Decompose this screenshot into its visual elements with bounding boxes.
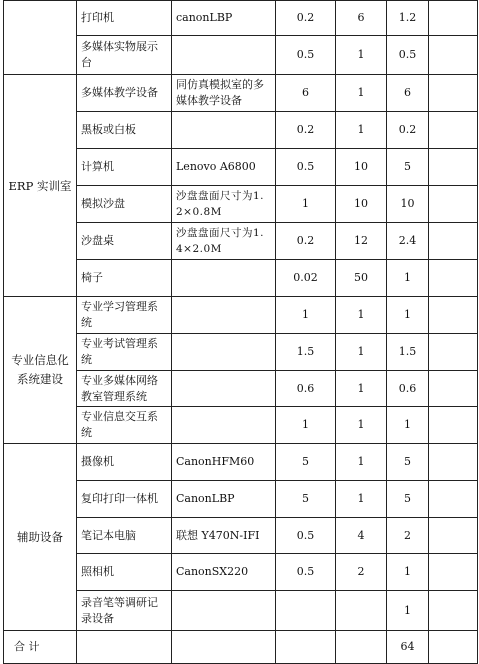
total-cell: 1.5 bbox=[387, 334, 429, 371]
model-cell: 沙盘盘面尺寸为1.4×2.0M bbox=[172, 223, 276, 260]
model-cell bbox=[172, 371, 276, 407]
price-cell: 0.02 bbox=[276, 260, 336, 297]
item-cell: 笔记本电脑 bbox=[77, 518, 172, 554]
total-empty-cell bbox=[77, 631, 172, 664]
total-cell: 5 bbox=[387, 444, 429, 481]
item-cell: 复印打印一体机 bbox=[77, 481, 172, 518]
qty-cell: 1 bbox=[336, 444, 387, 481]
item-cell: 专业多媒体网络教室管理系统 bbox=[77, 371, 172, 407]
note-cell bbox=[429, 371, 478, 407]
total-cell: 1 bbox=[387, 297, 429, 334]
qty-cell: 1 bbox=[336, 75, 387, 112]
model-cell bbox=[172, 334, 276, 371]
item-cell: 专业学习管理系统 bbox=[77, 297, 172, 334]
qty-cell: 10 bbox=[336, 149, 387, 186]
price-cell: 1 bbox=[276, 186, 336, 223]
total-cell: 1 bbox=[387, 260, 429, 297]
grand-total-cell: 64 bbox=[387, 631, 429, 664]
qty-cell: 4 bbox=[336, 518, 387, 554]
note-cell bbox=[429, 75, 478, 112]
total-cell: 1 bbox=[387, 407, 429, 444]
category-cell-continued bbox=[4, 1, 77, 75]
note-cell bbox=[429, 297, 478, 334]
table-row bbox=[4, 1, 478, 36]
price-cell: 0.2 bbox=[276, 223, 336, 260]
note-cell bbox=[429, 186, 478, 223]
item-cell: 黑板或白板 bbox=[77, 112, 172, 149]
item-cell: 椅子 bbox=[77, 260, 172, 297]
price-cell: 0.5 bbox=[276, 36, 336, 75]
total-row bbox=[4, 631, 478, 664]
price-cell: 0.2 bbox=[276, 112, 336, 149]
total-cell: 5 bbox=[387, 149, 429, 186]
category-cell-erp: ERP 实训室 bbox=[4, 75, 77, 297]
model-cell: CanonLBP bbox=[172, 481, 276, 518]
qty-cell: 1 bbox=[336, 481, 387, 518]
qty-cell: 1 bbox=[336, 371, 387, 407]
note-cell bbox=[429, 260, 478, 297]
price-cell: 6 bbox=[276, 75, 336, 112]
qty-cell: 10 bbox=[336, 186, 387, 223]
model-cell bbox=[172, 260, 276, 297]
price-cell: 1.5 bbox=[276, 334, 336, 371]
qty-cell: 12 bbox=[336, 223, 387, 260]
qty-cell: 2 bbox=[336, 554, 387, 591]
total-cell: 5 bbox=[387, 481, 429, 518]
category-cell-info: 专业信息化系统建设 bbox=[4, 297, 77, 444]
model-cell bbox=[172, 36, 276, 75]
item-cell: 摄像机 bbox=[77, 444, 172, 481]
note-cell bbox=[429, 149, 478, 186]
note-cell bbox=[429, 223, 478, 260]
model-cell: Lenovo A6800 bbox=[172, 149, 276, 186]
table-row bbox=[4, 75, 478, 112]
note-cell bbox=[429, 334, 478, 371]
qty-cell: 6 bbox=[336, 1, 387, 36]
qty-cell: 1 bbox=[336, 36, 387, 75]
model-cell bbox=[172, 407, 276, 444]
price-cell: 0.6 bbox=[276, 371, 336, 407]
item-cell: 照相机 bbox=[77, 554, 172, 591]
price-cell: 0.5 bbox=[276, 149, 336, 186]
total-cell: 0.2 bbox=[387, 112, 429, 149]
price-cell: 5 bbox=[276, 444, 336, 481]
total-cell: 1.2 bbox=[387, 1, 429, 36]
total-cell: 1 bbox=[387, 591, 429, 631]
total-label: 合 计 bbox=[4, 631, 77, 664]
model-cell: CanonSX220 bbox=[172, 554, 276, 591]
note-cell bbox=[429, 444, 478, 481]
total-empty-cell bbox=[172, 631, 276, 664]
total-empty-cell bbox=[336, 631, 387, 664]
note-cell bbox=[429, 591, 478, 631]
table-row bbox=[4, 444, 478, 481]
item-cell: 专业信息交互系统 bbox=[77, 407, 172, 444]
equipment-table bbox=[3, 0, 478, 664]
item-cell: 打印机 bbox=[77, 1, 172, 36]
qty-cell: 50 bbox=[336, 260, 387, 297]
price-cell: 1 bbox=[276, 297, 336, 334]
item-cell: 沙盘桌 bbox=[77, 223, 172, 260]
item-cell: 多媒体教学设备 bbox=[77, 75, 172, 112]
price-cell: 1 bbox=[276, 407, 336, 444]
model-cell: CanonHFM60 bbox=[172, 444, 276, 481]
price-cell: 0.2 bbox=[276, 1, 336, 36]
model-cell: 沙盘盘面尺寸为1.2×0.8M bbox=[172, 186, 276, 223]
item-cell: 计算机 bbox=[77, 149, 172, 186]
model-cell bbox=[172, 112, 276, 149]
price-cell bbox=[276, 591, 336, 631]
note-cell bbox=[429, 481, 478, 518]
model-cell bbox=[172, 297, 276, 334]
note-cell bbox=[429, 407, 478, 444]
total-cell: 0.5 bbox=[387, 36, 429, 75]
item-cell: 录音笔等调研记录设备 bbox=[77, 591, 172, 631]
qty-cell bbox=[336, 591, 387, 631]
total-cell: 2.4 bbox=[387, 223, 429, 260]
price-cell: 0.5 bbox=[276, 518, 336, 554]
note-cell bbox=[429, 1, 478, 36]
total-cell: 1 bbox=[387, 554, 429, 591]
price-cell: 5 bbox=[276, 481, 336, 518]
total-cell: 10 bbox=[387, 186, 429, 223]
item-cell: 多媒体实物展示台 bbox=[77, 36, 172, 75]
item-cell: 专业考试管理系统 bbox=[77, 334, 172, 371]
category-cell-aux: 辅助设备 bbox=[4, 444, 77, 631]
qty-cell: 1 bbox=[336, 334, 387, 371]
model-cell: canonLBP bbox=[172, 1, 276, 36]
qty-cell: 1 bbox=[336, 407, 387, 444]
model-cell bbox=[172, 591, 276, 631]
item-cell: 模拟沙盘 bbox=[77, 186, 172, 223]
model-cell: 联想 Y470N-IFI bbox=[172, 518, 276, 554]
total-empty-cell bbox=[429, 631, 478, 664]
note-cell bbox=[429, 36, 478, 75]
table-row bbox=[4, 297, 478, 334]
qty-cell: 1 bbox=[336, 297, 387, 334]
price-cell: 0.5 bbox=[276, 554, 336, 591]
note-cell bbox=[429, 518, 478, 554]
total-cell: 2 bbox=[387, 518, 429, 554]
note-cell bbox=[429, 112, 478, 149]
total-empty-cell bbox=[276, 631, 336, 664]
total-cell: 0.6 bbox=[387, 371, 429, 407]
note-cell bbox=[429, 554, 478, 591]
total-cell: 6 bbox=[387, 75, 429, 112]
model-cell: 同仿真模拟室的多媒体教学设备 bbox=[172, 75, 276, 112]
qty-cell: 1 bbox=[336, 112, 387, 149]
